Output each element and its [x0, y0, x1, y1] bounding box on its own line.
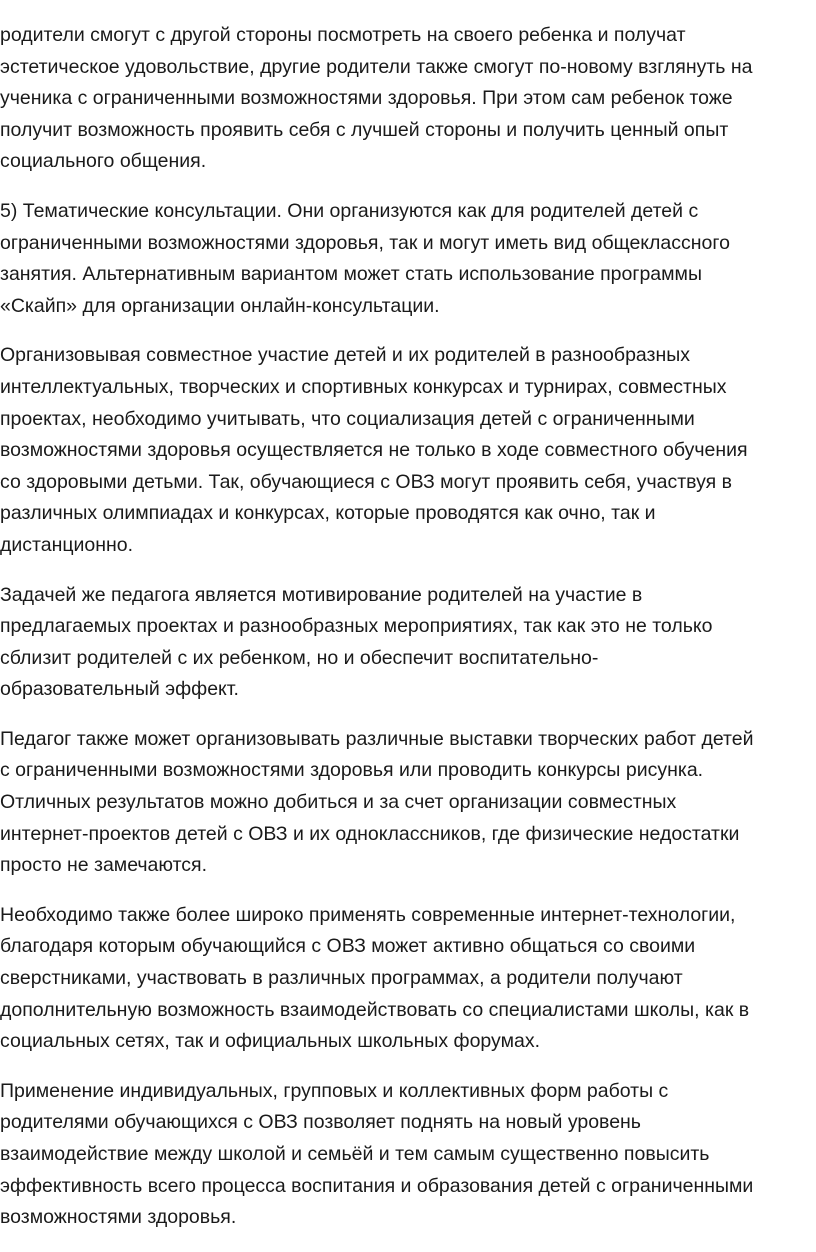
paragraph — [0, 20, 816, 178]
text-line: интернет-проектов детей с ОВЗ и их одноклассников, где физические недостатки — [0, 822, 740, 845]
text-line: взаимодействие между школой и семьёй и тем самым существенно повысить — [0, 1143, 710, 1165]
paragraph — [0, 196, 816, 322]
text-line: проектах, необходимо учитывать, что социализация детей с ограниченными — [0, 407, 695, 430]
document-body — [0, 20, 816, 1252]
text-line: возможностями здоровья. — [0, 1206, 237, 1229]
text-line: эстетическое удовольствие, другие родители также смогут по-новому взглянуть на — [0, 55, 753, 78]
text-line: со здоровыми детьми. Так, обучающиеся с ОВЗ могут проявить себя, участвуя в — [0, 470, 732, 493]
text-line: «Скайп» для организации онлайн-консультации. — [0, 294, 440, 317]
text-line: родители смогут с другой стороны посмотреть на своего ребенка и получат — [0, 24, 686, 46]
text-line: 5) Тематические консультации. Они организуются как для родителей детей с — [0, 199, 699, 222]
text-line: интеллектуальных, творческих и спортивных конкурсах и турнирах, совместных — [0, 375, 727, 398]
text-line: различных олимпиадах и конкурсах, которые проводятся как очно, так и — [0, 502, 656, 525]
text-line: сверстниками, участвовать в различных программах, а родители получают — [0, 967, 683, 990]
text-line: Задачей же педагога является мотивирование родителей на участие в — [0, 583, 643, 606]
text-line: Педагог также может организовывать различные выставки творческих работ детей — [0, 727, 754, 750]
text-line: сблизит родителей с их ребенком, но и обеспечит воспитательно- — [0, 646, 599, 669]
paragraph — [0, 724, 816, 882]
paragraph — [0, 1076, 816, 1234]
text-line: Отличных результатов можно добиться и за счет организации совместных — [0, 791, 677, 814]
text-line: предлагаемых проектах и разнообразных мероприятиях, так как это не только — [0, 615, 713, 638]
text-line: с ограниченными возможностями здоровья или проводить конкурсы рисунка. — [0, 759, 704, 782]
text-line: занятия. Альтернативным вариантом может стать использование программы — [0, 263, 702, 286]
text-line: социального общения. — [0, 150, 207, 173]
text-line: Необходимо также более широко применять современные интернет-технологии, — [0, 903, 736, 926]
text-line: Применение индивидуальных, групповых и коллективных форм работы с — [0, 1079, 669, 1102]
paragraph — [0, 580, 816, 706]
paragraph — [0, 900, 816, 1058]
text-line: Организовывая совместное участие детей и их родителей в разнообразных — [0, 344, 691, 367]
text-line: социальных сетях, так и официальных школьных форумах. — [0, 1030, 540, 1053]
text-line: ограниченными возможностями здоровья, так и могут иметь вид общеклассного — [0, 231, 730, 254]
text-line: дистанционно. — [0, 533, 134, 556]
text-line: ученика с ограниченными возможностями здоровья. При этом сам ребенок тоже — [0, 87, 733, 110]
text-line: просто не замечаются. — [0, 854, 208, 877]
text-line: возможностями здоровья осуществляется не только в ходе совместного обучения — [0, 439, 748, 462]
text-line: родителями обучающихся с ОВЗ позволяет поднять на новый уровень — [0, 1111, 641, 1134]
text-line: эффективность всего процесса воспитания и образования детей с ограниченными — [0, 1174, 754, 1197]
text-line: получит возможность проявить себя с лучшей стороны и получить ценный опыт — [0, 118, 729, 141]
text-line: дополнительную возможность взаимодействовать со специалистами школы, как в — [0, 998, 750, 1021]
text-line: благодаря которым обучающийся с ОВЗ может активно общаться со своими — [0, 935, 696, 958]
paragraph — [0, 340, 816, 561]
text-line: образовательный эффект. — [0, 678, 239, 701]
